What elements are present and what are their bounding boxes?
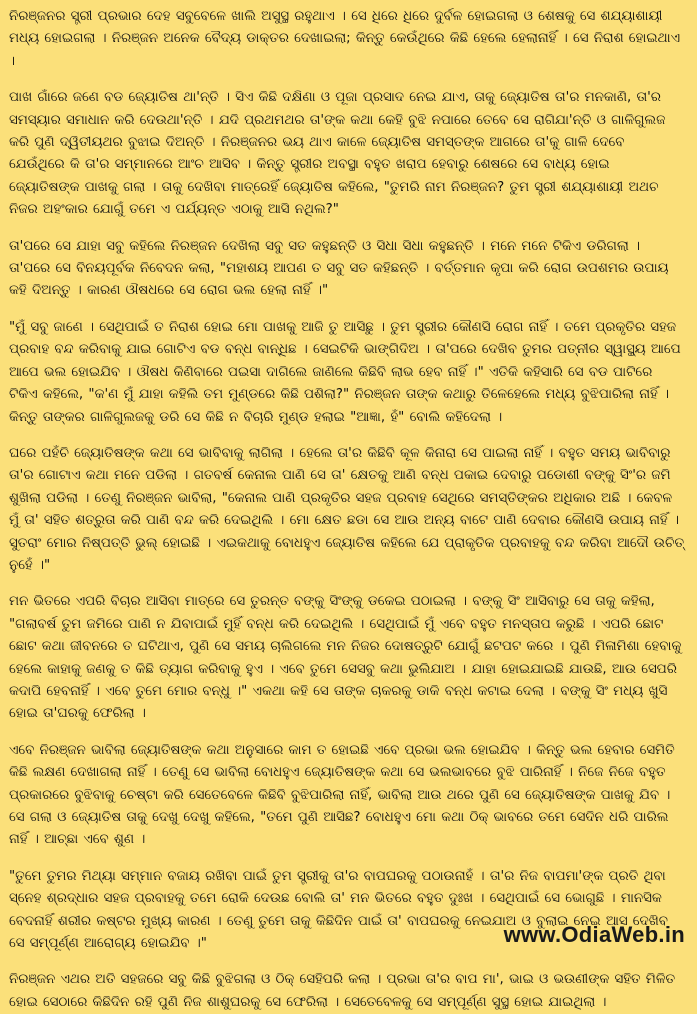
paragraph-4: "ମୁଁ ସବୁ ଜାଣେ । ସେଥିପାଇଁ ତ ନିରାଶ ହୋଇ ମୋ ପାଖକୁ ଆଜି ତୁ ଆସିଛୁ । ତୁମ ସ୍ତ୍ରୀର କୌଣସି ରୋଗ ନାହିଁ । ତମେ ପ୍ରକୃତିର ସହଜ ପ୍ରବାହ ବନ୍ଦ କରିବାକୁ ଯାଇ ଗୋଟିଏ ବଡ ବନ୍ଧ ବାନ୍ଧିଛ । ସେଇଟିକି ଭାଙ୍ଗିଦିଅ । ତା'ପରେ ଦେଖିବ ତୁମର ପତ୍ନୀର ସ୍ୱାସ୍ଥ୍ୟ ଆପେ ଆପେ ଭଲ ହୋଇଯିବ । ଔଷଧ କିଣିବାରେ ପଇସା ଦାଗିଲେ ଜାଣିଲେ କିଛିବି ଲାଭ ହେବ ନାହିଁ ।" ଏତିକି କହିସାରି ସେ ବଡ ପାଟିରେ ଟିକିଏ କହିଲେ, "କ'ଣ ମୁଁ ଯାହା କହିଲି ତମ ମୁଣ୍ଡରେ କିଛି ପଶିଲା?" ନିରଞ୍ଜନ ତାଙ୍କ କଥାରୁ ତିଳେହେଲେ ମଧ୍ୟ ବୁଝିପାରିଲା ନାହିଁ । କିନ୍ତୁ ତାଙ୍କର ଗାଳିଗୁଲଜକୁ ଡରି ସେ କିଛି ନ ବିଚାରି ମୁଣ୍ଡ ହଲାଇ "ଆଜ୍ଞା, ହଁ" ବୋଲି କହିଦେଲା । [9,319,681,425]
paragraph-2: ପାଖ ଗାଁରେ ଜଣେ ବଡ ଜ୍ୟୋତିଷ ଥା'ନ୍ତି । ସିଏ କିଛି ଦକ୍ଷିଣା ଓ ପୂଜା ପ୍ରସାଦ ନେଇ ଯାଏ, ତାକୁ ଜ୍ୟୋତିଷ ତା'ର ମନକାଣି, ତା'ର ସମସ୍ୟାର ସମାଧାନ କରି ଦେଉଥା'ନ୍ତି । ଯଦି ପ୍ରଥମଥର ତା'ଙ୍କ କଥା କେହି ବୁଝି ନପାରେ ତେବେ ସେ ରାଗିଯା'ନ୍ତି ଓ ଗାଳିଗୁଲଜ କରି ପୁଣି ଦ୍ୱିତୀୟଥର ବୁଝାଇ ଦିଅନ୍ତି । ନିରଞ୍ଜନର ଭୟ ଥାଏ କାଳେ ଜ୍ୟୋତିଷ ସମସ୍ତଙ୍କ ଆଗରେ ତା'କୁ ଗାଳି ଦେବେ ଯେଉଁଥିରେ କି ତା'ର ସମ୍ମାନରେ ଆଂଚ ଆସିବ । କିନ୍ତୁ ସ୍ତ୍ରୀର ଅବସ୍ଥା ବହୁତ ଖରାପ ହେବାରୁ ଶେଷରେ ସେ ବାଧ୍ୟ ହୋଇ ଜ୍ୟୋତିଷଙ୍କ ପାଖକୁ ଗଲା । ତାକୁ ଦେଖିବା ମାତ୍ରେହିଁ ଜ୍ୟୋତିଷ କହିଲେ, "ତୁମରି ନାମ ନିରଞ୍ଜନ? ତୁମ ସ୍ତ୍ରୀ ଶଯ୍ୟାଶାୟୀ ଅଥଚ ନିଜର ଅହଂକାର ଯୋଗୁଁ ତମେ ଏ ପର୍ଯ୍ୟନ୍ତ ଏଠାକୁ ଆସି ନଥିଲ?" [9,90,666,218]
paragraph-1: ନିରଞ୍ଜନର ସ୍ତ୍ରୀ ପ୍ରଭାର ଦେହ ସବୁବେଳେ ଖାଲି ଅସୁସ୍ଥ ରହୁଥାଏ । ସେ ଧିରେ ଧିରେ ଦୁର୍ବଳ ହୋଇଗଲା ଓ ଶେଷକୁ ସେ ଶଯ୍ୟାଶାୟୀ ମଧ୍ୟ ହୋଇଗଲା । ନିରଞ୍ଜନ ଅନେକ ବୈଦ୍ୟ ଡାକ୍ତର ଦେଖାଇଲା; କିନ୍ତୁ କେଉଁଥିରେ କିଛି ହେଲେ ହେଲାନାହିଁ । ସେ ନିରାଶ ହୋଇଥାଏ । [9,9,680,69]
paragraph-7: ଏବେ ନିରଞ୍ଜନ ଭାବିଲା ଜ୍ୟୋତିଷଙ୍କ କଥା ଅନୁସାରେ କାମ ତ ହୋଇଛି ଏବେ ପ୍ରଭା ଭଲ ହୋଇଯିବ । କିନ୍ତୁ ଭଲ ହେବାର ସେମିତି କିଛି ଲକ୍ଷଣ ଦେଖାଗଲା ନାହିଁ । ତେଣୁ ସେ ଭାବିଲା ବୋଧହୁଏ ଜ୍ୟୋତିଷଙ୍କ କଥା ସେ ଭଲଭାବରେ ବୁଝି ପାରିନାହିଁ । ନିଜେ ନିଜେ ବହୁତ ପ୍ରକାରରେ ବୁଝିବାକୁ ଚେଷ୍ଟା କରି ସେତେବେଳେ କିଛିବି ବୁଝିପାରିଲା ନାହିଁ, ଭାବିଲା ଆଉ ଥରେ ପୁଣି ସେ ଜ୍ୟୋତିଷଙ୍କ ପାଖକୁ ଯିବ । ସେ ଗଲା ଓ ଜ୍ୟୋତିଷ ତାକୁ ଦେଖୁ ଦେଖୁ କହିଲେ, "ତମେ ପୁଣି ଆସିଛ? ବୋଧହୁଏ ମୋ କଥା ଠିକ୍ ଭାବରେ ତମେ ସେଦିନ ଧରି ପାରିଲ ନାହିଁ । ଆଚ୍ଛା ଏବେ ଶୁଣ । [9,742,675,848]
paragraph-5: ଘରେ ପହଁଚି ଜ୍ୟୋତିଷଙ୍କ କଥା ସେ ଭାବିବାକୁ ଲାଗିଲା । ହେଲେ ତା'ର କିଛିବି କୂଳ କିନାରା ସେ ପାଇଲା ନାହିଁ । ବହୁତ ସମୟ ଭାବିବାରୁ ତା'ର ଗୋଟାଏ କଥା ମନେ ପଡିଲା । ଗତବର୍ଷ କେନାଲ ପାଣି ସେ ତା' କ୍ଷେତକୁ ଆଣି ବନ୍ଧ ପକାଇ ଦେବାରୁ ପଡୋଶୀ ବଙ୍କୁ ସିଂ'ର ଜମି ଶୁଖିଲା ପଡିଲା । ତେଣୁ ନିରଞ୍ଜନ ଭାବିଲା, "କେନାଲ ପାଣି ପ୍ରକୃତିର ସହଜ ପ୍ରବାହ ସେଥିରେ ସମସ୍ତିଙ୍କର ଅଧିକାର ଅଛି । କେବଳ ମୁଁ ତା' ସହିତ ଶତ୍ରୁତା କରି ପାଣି ବନ୍ଦ କରି ଦେଇଥିଲି । ମୋ କ୍ଷେତ ଛଡା ସେ ଆଉ ଅନ୍ୟ ବାଟେ ପାଣି ଦେବାର କୌଣସି ଉପାୟ ନାହିଁ । ସୁତରାଂ ମୋର ନିଷ୍ପତ୍ତି ଭୁଲ୍ ହୋଇଛି । ଏଇକଥାକୁ ବୋଧହୁଏ ଜ୍ୟୋତିଷ କହିଲେ ଯେ ପ୍ରାକୃତିକ ପ୍ରବାହକୁ ବନ୍ଦ କରିବା ଆଦୌ ଉଚିତ୍ ନୁହେଁ ।" [9,445,685,573]
paragraph-8: "ତୁମେ ତୁମର ମିଥ୍ୟା ସମ୍ମାନ ବଜାୟ ରଖିବା ପାଇଁ ତୁମ ସ୍ତ୍ରୀକୁ ତା'ର ବାପଘରକୁ ପଠାଉନାହଁ । ତା'ର ନିଜ ବାପମା'ଙ୍କ ପ୍ରତି ଥିବା ସ୍ନେହ ଶ୍ରଦ୍ଧାର ସହଜ ପ୍ରବାହକୁ ତମେ ରୋକି ଦେଉଛ ବୋଲି ତା' ମନ ଭିତରେ ବହୁତ ଦୁଃଖ । ସେଥିପାଇଁ ସେ ଭୋଗୁଛି । ମାନସିକ ବେଦନାହିଁ ଶରୀର କଷ୍ଟର ମୁଖ୍ୟ କାରଣ । ତେଣୁ ତୁମେ ତାକୁ କିଛିଦିନ ପାଇଁ ତା' ବାପଘରକୁ ନେଇଯାଅ ଓ ବୁଲାଇ ନେଇ ଆସ ଦେଖିବ ସେ ସମ୍ପୂର୍ଣ୍ଣ ଆରୋଗ୍ୟ ହୋଇଯିବ ।" [9,868,668,952]
site-watermark: www.OdiaWeb.in [503,922,685,947]
paragraph-6: ମନ ଭିତରେ ଏପରି ବିଚାର ଆସିବା ମାତ୍ରେ ସେ ତୁରନ୍ତ ବଙ୍କୁ ସିଂଙ୍କୁ ଡକେଇ ପଠାଇଲା । ବଙ୍କୁ ସିଂ ଆସିବାରୁ ସେ ତାକୁ କହିଲା, "ଗଲାବର୍ଷ ତୁମ ଜମିରେ ପାଣି ନ ଯିବାପାଇଁ ମୁହିଁ ବନ୍ଧ କରି ଦେଇଥିଲି । ସେଥିପାଇଁ ମୁଁ ଏବେ ବହୁତ ମନସ୍ତାପ କରୁଛି । ଏପରି ଛୋଟ ଛୋଟ କଥା ଜୀବନରେ ତ ଘଟିଥାଏ, ପୁଣି ସେ ସମୟ ଚାଲିଗଲେ ମନ ନିଜର ଦୋଷତ୍ରୁଟି ଯୋଗୁଁ ଛଟପଟ କରେ । ପୁଣି ମିଳାମିଶା ହେବାକୁ ହେଲେ କାହାକୁ ଜଣକୁ ତ କିଛି ତ୍ୟାଗ କରିବାକୁ ହୁଏ । ଏବେ ତୁମେ ସେସବୁ କଥା ଭୁଲିଯାଅ । ଯାହା ହୋଇଯାଇଛି ଯାଉଛି, ଆଉ ସେପରି କଦାପି ହେବନାହିଁ । ଏବେ ତୁମେ ମୋର ବନ୍ଧୁ ।" ଏକଥା କହି ସେ ତାଙ୍କ ଚାକରକୁ ଡାକି ବନ୍ଧ କଟାଇ ଦେଲା । ବଙ୍କୁ ସିଂ ମଧ୍ୟ ଖୁସି ହୋଇ ତା'ଘରକୁ ଫେରିଲା । [9,594,682,722]
paragraph-9: ନିରଞ୍ଜନ ଏଥର ଅତି ସହଜରେ ସବୁ କିଛି ବୁଝିଗଲା ଓ ଠିକ୍ ସେହିପରି କଲା । ପ୍ରଭା ତା'ର ବାପ ମା', ଭାଇ ଓ ଭଉଣୀଙ୍କ ସହିତ ମିଳିତ ହୋଇ ସେଠାରେ କିଛିଦିନ ରହି ପୁଣି ନିଜ ଶାଶୁଘରକୁ ସେ ଫେରିଲା । ସେତେବେଳକୁ ସେ ସମ୍ପୂର୍ଣ୍ଣ ସୁସ୍ଥ ହୋଇ ଯାଇଥିଲା । [9,972,676,1010]
paragraph-3: ତା'ପରେ ସେ ଯାହା ସବୁ କହିଲେ ନିରଞ୍ଜନ ଦେଖିଲା ସବୁ ସତ କହୁଛନ୍ତି ଓ ସିଧା ସିଧା କହୁଛନ୍ତି । ମନେ ମନେ ଟିକିଏ ଡରିଗଲା । ତା'ପରେ ସେ ବିନୟପୂର୍ବକ ନିବେଦନ କଲା, "ମହାଶୟ ଆପଣ ତ ସବୁ ସତ କହିଛନ୍ତି । ବର୍ତ୍ତମାନ କୃପା କରି ରୋଗ ଉପଶମର ଉପାୟ କହି ଦିଅନ୍ତୁ । କାରଣ ଔଷଧରେ ସେ ରୋଗ ଭଲ ହେଲା ନାହିଁ ।" [9,238,669,299]
